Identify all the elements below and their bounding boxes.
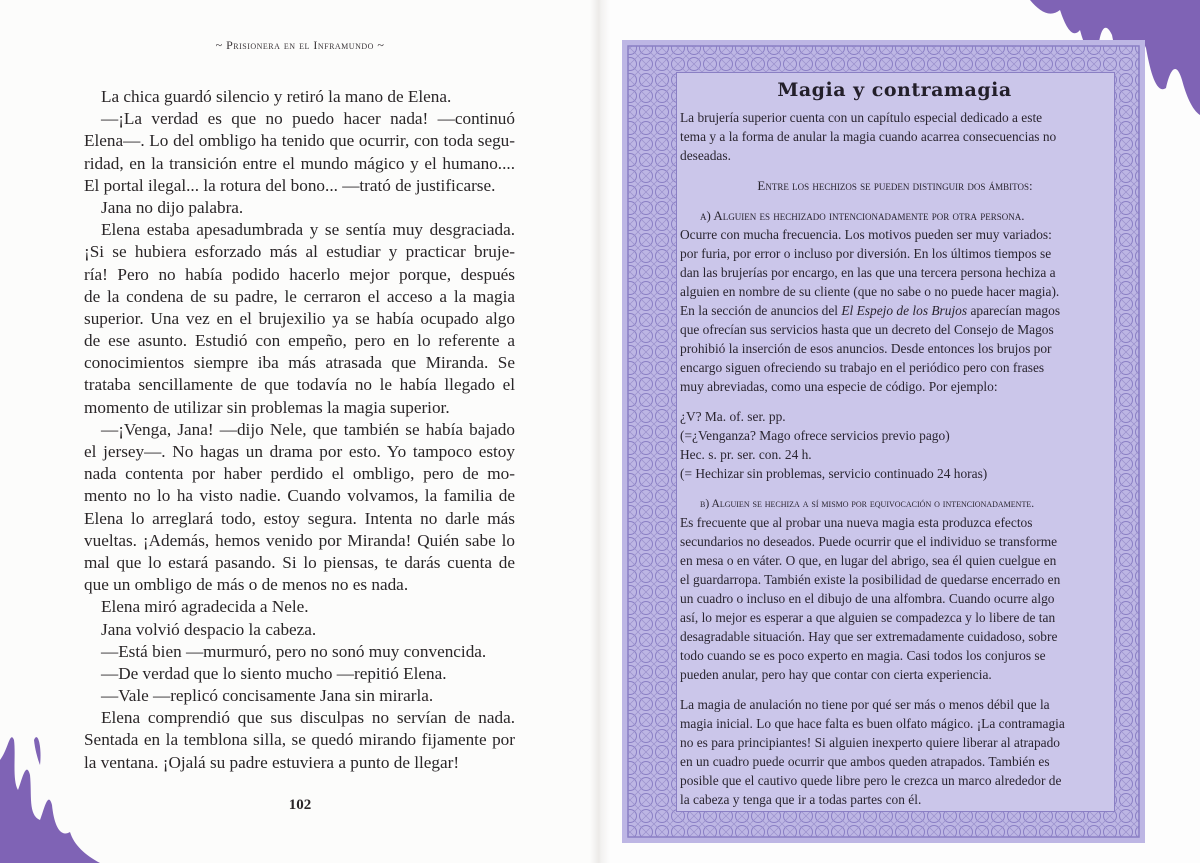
text-line: así, lo mejor es esperar a que alguien se compadezca y lo libere de tan [680, 610, 1056, 625]
text-line: nada contenta por haber perdido el ombligo, pero de mo- [84, 464, 515, 484]
text-line: trataba sencillamente de que todavía no le había llegado el [84, 375, 515, 395]
text-line: encargo siguen ofreciendo su trabajo en el periódico pero con frases [680, 360, 1045, 375]
text-line: pueden anular, pero hay que contar con cierta experiencia. [680, 667, 992, 682]
text-line: mal que lo estará pasando. Si lo piensas, te darás cuenta de [84, 552, 515, 572]
text-line: ¡Si se hubiera esforzado más al estudiar y practicar bruje- [84, 242, 515, 262]
gutter-shadow [590, 0, 610, 863]
text-line: el jersey—. No hagas un drama por esto. Yo tampoco estoy [84, 442, 515, 461]
text-line: —¡Venga, Jana! —dijo Nele, que también se había bajado [101, 419, 515, 439]
text-line: posible que el cautivo quede libre pero le crezca un marco alrededor de [680, 773, 1062, 788]
example-line: (=¿Venganza? Mago ofrece servicios previo pago) [680, 428, 950, 443]
subheading: Entre los hechizos se pueden distinguir dos ámbitos: [757, 178, 1033, 193]
text-line: la cabeza y tenga que ir a todas partes con él. [680, 792, 922, 807]
text-line: Elena miró agradecida a Nele. [101, 597, 309, 617]
text-line [680, 301, 1110, 320]
text-line: muy abreviadas, como una especie de código. Por ejemplo: [680, 379, 998, 394]
text-line: en un cuadro puede ocurrir que ambos queden atrapados. También es [680, 754, 1050, 769]
text-line: secundarios no deseados. Puede ocurrir que el individuo se transforme [680, 534, 1058, 549]
text-line: todo cuando se es poco experto en magia. Casi todos los conjuros se [680, 648, 1046, 663]
section-a [680, 206, 1110, 396]
text-line: La chica guardó silencio y retiró la mano de Elena. [101, 87, 452, 106]
newspaper-title: El Espejo de los Brujos [841, 303, 968, 318]
closing-paragraph [680, 695, 1110, 809]
text-line: Jana volvió despacio la cabeza. [101, 619, 317, 639]
text-line: por furia, por error o incluso por diversión. En los últimos tiempos se [680, 246, 1052, 261]
text-line: Ocurre con mucha frecuencia. Los motivos pueden ser muy variados: [680, 227, 1052, 242]
text-line: —Vale —replicó concisamente Jana sin mirarla. [101, 686, 434, 706]
text-line: El portal ilegal... la rotura del bono... —trató de justificarse. [84, 175, 496, 195]
text-line: prohibió la inserción de esos anuncios. Desde entonces los brujos por [680, 341, 1052, 356]
text-line: dan las brujerías por encargo, en las que una tercera persona hechiza a [680, 265, 1056, 280]
text-line: ría! Pero no había podido hacerlo mejor porque, después [84, 264, 515, 284]
section-a-heading: a) Alguien es hechizado intencionadamente por otra persona. [700, 208, 1025, 223]
text-line: magia inicial. Lo que hace falta es buen olfato mágico. ¡La contramagia [680, 716, 1065, 731]
code-examples [680, 407, 1110, 483]
text-line: alguien en nombre de su cliente (que no sabe o no puede hacer magia). [680, 284, 1060, 299]
text-line: —Está bien —murmuró, pero no sonó muy convencida. [101, 641, 487, 661]
text-line: en mesa o en váter. O que, en lugar del abrigo, sea él quien cuelgue en [680, 553, 1057, 568]
text-line: La brujería superior cuenta con un capítulo especial dedicado a este [680, 110, 1043, 125]
text-line: que un ombligo de más o de menos no es nada. [84, 575, 409, 595]
example-line: (= Hechizar sin problemas, servicio continuado 24 horas) [680, 466, 988, 481]
sidebar-text [680, 108, 1110, 809]
text: aparecían magos [967, 303, 1061, 318]
text-line: Jana no dijo palabra. [101, 197, 244, 217]
text-line: —De verdad que lo siento mucho —repitió Elena. [101, 663, 447, 683]
text-line: deseadas. [680, 148, 731, 163]
text-line: Es frecuente que al probar una nueva magia esta produzca efectos [680, 515, 1033, 530]
running-head: ~ Prisionera en el Inframundo ~ [215, 38, 385, 52]
text-line: superior. Una vez en el brujexilio ya se había ocupado algo [84, 308, 515, 328]
text-line: Elena comprendió que sus disculpas no servían de nada. [101, 708, 515, 728]
text: En la sección de anuncios del [680, 303, 842, 318]
section-b-heading: b) Alguien se hechiza a sí mismo por equivocación o intencionadamente. [700, 497, 1035, 510]
text-line: Sentada en la temblona silla, se quedó mirando fijamente por [84, 730, 515, 750]
section-b [680, 494, 1110, 684]
text-line: mento no lo ha visto nadie. Cuando volvamos, la familia de [84, 486, 515, 506]
text-line: la ventana. ¡Ojalá su padre estuviera a punto de llegar! [84, 752, 460, 772]
text-line: un cuadro o incluso en el dibujo de una alfombra. Cuando ocurre algo [680, 591, 1055, 606]
text-line: de ese asunto. Estudió con empeño, pero en lo referente a [84, 331, 515, 351]
text-line: desagradable situación. Hay que ser extremadamente cuidadoso, sobre [680, 629, 1058, 644]
text-line: el guardarropa. También existe la posibilidad de quedarse encerrado en [680, 572, 1061, 587]
text-line: que ofrecían sus servicios hasta que un decreto del Consejo de Magos [680, 322, 1054, 337]
text-line: Elena—. Lo del ombligo ha tenido que ocurrir, con toda segu- [84, 131, 515, 151]
text-line: Elena lo arreglará todo, estoy segura. Intenta no darle más [84, 508, 515, 528]
text-line: de la condena de su padre, le cerraron el acceso a la magia [84, 286, 515, 306]
body-text [84, 86, 515, 774]
text-line: ridad, en la transición entre el mundo mágico y el humano.... [84, 153, 515, 173]
text-line: vueltas. ¡Además, hemos venido por Miranda! Quién sabe lo [84, 530, 515, 550]
text-line: Elena estaba apesadumbrada y se sentía muy desgraciada. [101, 220, 515, 240]
text-line: —¡La verdad es que no puedo hacer nada! —continuó [101, 109, 515, 129]
text-line: tema y a la forma de anular la magia cuando acarrea consecuencias no [680, 129, 1057, 144]
page-number: 102 [288, 797, 312, 813]
example-line: Hec. s. pr. ser. con. 24 h. [680, 447, 812, 462]
example-line: ¿V? Ma. of. ser. pp. [680, 409, 786, 424]
text-line: La magia de anulación no tiene por qué ser más o menos débil que la [680, 697, 1050, 712]
text-line: momento de utilizar sin problemas la magia superior. [84, 397, 450, 417]
text-line: no es para principiantes! Si alguien inexperto quiere liberar al atrapado [680, 735, 1060, 750]
text-line: conocimientos siempre iba más atrasada que Miranda. Se [84, 353, 515, 373]
box-title: Magia y contramagia [777, 79, 1012, 101]
intro-paragraph [680, 108, 1110, 165]
